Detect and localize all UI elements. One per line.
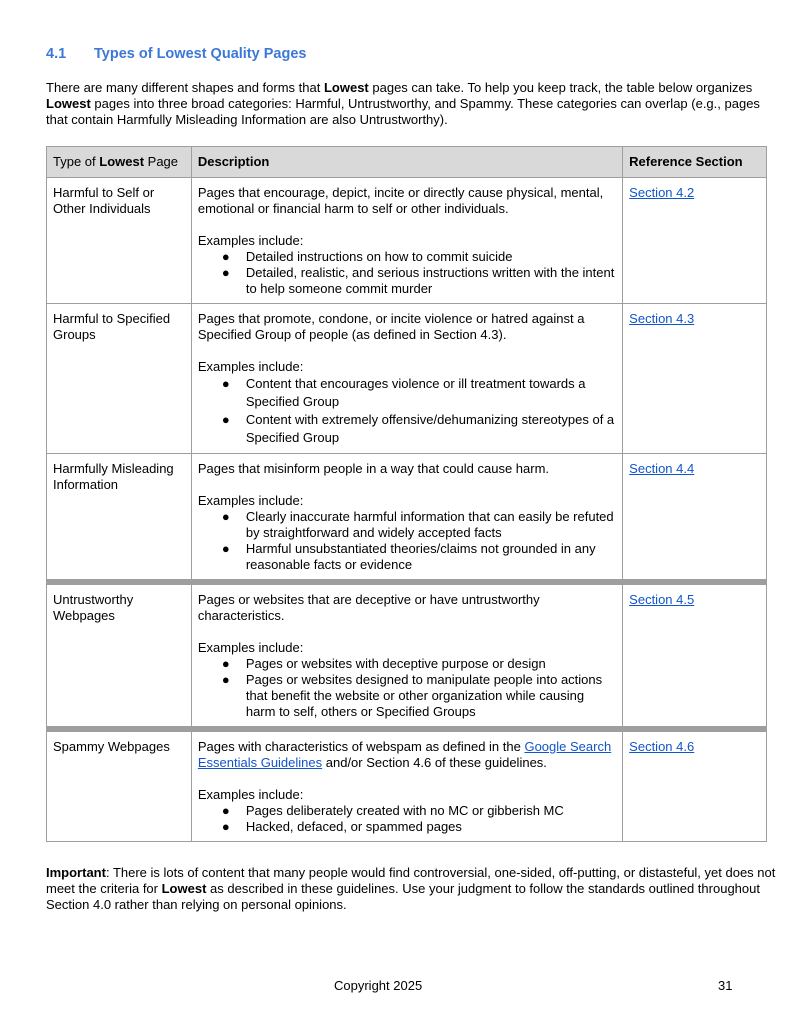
example-text: Clearly inaccurate harmful information that can easily be refuted by straightforward and widely accepted facts <box>245 509 614 540</box>
footer-page-number: 31 <box>718 978 733 993</box>
bullet-icon: ● <box>221 509 230 524</box>
header-reference: Reference Section <box>623 147 767 178</box>
example-text: Pages or websites with deceptive purpose or design <box>245 656 546 671</box>
header-type-bold: Lowest <box>99 154 145 169</box>
row-type: Untrustworthy Webpages <box>47 582 192 729</box>
google-search-essentials-link[interactable]: Google Search Essentials Guidelines <box>197 739 612 770</box>
table-row <box>47 454 767 583</box>
bullet-icon: ● <box>221 672 230 687</box>
examples-list <box>198 656 616 720</box>
intro-bold-1: Lowest <box>323 80 369 95</box>
example-text: Pages deliberately created with no MC or gibberish MC <box>245 803 564 818</box>
bullet-icon: ● <box>221 656 230 671</box>
list-item <box>198 411 616 447</box>
description-pre: Pages with characteristics of webspam as defined in the <box>197 739 525 754</box>
section-4-6-link[interactable]: Section 4.6 <box>629 739 695 754</box>
important-text-2: as described in these guidelines. Use your judgment to follow the standards outlined throughout Section 4.0 rather than relying on personal opinions. <box>46 881 760 912</box>
section-4-2-link[interactable]: Section 4.2 <box>629 185 695 200</box>
intro-paragraph <box>46 80 776 128</box>
row-description <box>191 582 622 729</box>
list-item <box>198 509 616 541</box>
header-description: Description <box>191 147 622 178</box>
table-row <box>47 304 767 454</box>
important-text-1: : There is lots of content that many people would find controversial, one-sided, off-putting, or distasteful, yet does not meet the criteria for <box>46 865 776 896</box>
table-row <box>47 729 767 842</box>
examples-label: Examples include: <box>197 233 304 248</box>
important-label: Important <box>46 865 106 880</box>
row-description <box>191 178 622 304</box>
example-text: Detailed, realistic, and serious instructions written with the intent to help someone commit murder <box>245 265 615 296</box>
example-text: Content that encourages violence or ill treatment towards a Specified Group <box>245 376 586 409</box>
bullet-icon: ● <box>221 376 230 391</box>
examples-list <box>198 249 616 297</box>
row-reference <box>623 729 767 842</box>
table-header-row <box>47 147 767 178</box>
list-item <box>198 249 616 265</box>
section-number: 4.1 <box>46 46 67 62</box>
example-text: Hacked, defaced, or spammed pages <box>245 819 462 834</box>
lowest-pages-table <box>46 146 767 842</box>
examples-label: Examples include: <box>197 640 304 655</box>
intro-text-3: pages into three broad categories: Harmful, Untrustworthy, and Spammy. These categories can overlap (e.g., pages that contain Harmfully Misleading Information are also Untrustworthy). <box>46 96 760 127</box>
description-text <box>198 739 616 771</box>
important-bold: Lowest <box>161 881 207 896</box>
list-item <box>198 265 616 297</box>
examples-list <box>198 509 616 573</box>
examples-label: Examples include: <box>197 787 304 802</box>
list-item <box>198 672 616 720</box>
row-description <box>191 454 622 583</box>
bullet-icon: ● <box>221 265 230 280</box>
section-4-5-link[interactable]: Section 4.5 <box>629 592 695 607</box>
intro-text-2: pages can take. To help you keep track, the table below organizes <box>368 80 753 95</box>
example-text: Pages or websites designed to manipulate people into actions that benefit the website or other organization while causing harm to self, others or Specified Groups <box>245 672 603 719</box>
list-item <box>198 656 616 672</box>
example-text: Detailed instructions on how to commit suicide <box>245 249 513 264</box>
list-item <box>198 803 616 819</box>
description-text: Pages that encourage, depict, incite or directly cause physical, mental, emotional or financial harm to self or other individuals. <box>197 185 604 216</box>
row-description <box>191 304 622 454</box>
row-type: Harmful to Self or Other Individuals <box>47 178 192 304</box>
section-4-4-link[interactable]: Section 4.4 <box>629 461 695 476</box>
intro-bold-2: Lowest <box>46 96 91 111</box>
bullet-icon: ● <box>221 412 230 427</box>
header-type-suffix: Page <box>144 154 179 169</box>
header-type <box>47 147 192 178</box>
row-type: Harmfully Misleading Information <box>47 454 192 583</box>
description-text: Pages that promote, condone, or incite violence or hatred against a Specified Group of people (as defined in Section 4.3). <box>197 311 585 342</box>
row-reference <box>623 582 767 729</box>
list-item <box>198 819 616 835</box>
list-item <box>198 375 616 411</box>
header-type-prefix: Type of <box>53 154 100 169</box>
section-4-3-link[interactable]: Section 4.3 <box>629 311 695 326</box>
row-reference <box>623 304 767 454</box>
examples-list <box>198 375 616 447</box>
table-row <box>47 582 767 729</box>
description-text: Pages that misinform people in a way that could cause harm. <box>197 461 550 476</box>
bullet-icon: ● <box>221 541 230 556</box>
examples-label: Examples include: <box>197 493 304 508</box>
section-title: Types of Lowest Quality Pages <box>94 46 307 62</box>
description-text: Pages or websites that are deceptive or have untrustworthy characteristics. <box>197 592 540 623</box>
row-type: Spammy Webpages <box>47 729 192 842</box>
bullet-icon: ● <box>221 819 230 834</box>
intro-text-1: There are many different shapes and forms that <box>46 80 324 95</box>
example-text: Content with extremely offensive/dehumanizing stereotypes of a Specified Group <box>245 412 615 445</box>
bullet-icon: ● <box>221 803 230 818</box>
row-description <box>191 729 622 842</box>
description-post: and/or Section 4.6 of these guidelines. <box>322 755 547 770</box>
bullet-icon: ● <box>221 249 230 264</box>
examples-label: Examples include: <box>197 359 304 374</box>
footer-copyright: Copyright 2025 <box>334 978 423 993</box>
row-reference <box>623 178 767 304</box>
row-reference <box>623 454 767 583</box>
row-type: Harmful to Specified Groups <box>47 304 192 454</box>
example-text: Harmful unsubstantiated theories/claims not grounded in any reasonable facts or evidence <box>245 541 596 572</box>
important-note <box>46 865 776 913</box>
list-item <box>198 541 616 573</box>
table-row <box>47 178 767 304</box>
section-heading <box>46 46 306 62</box>
examples-list <box>198 803 616 835</box>
